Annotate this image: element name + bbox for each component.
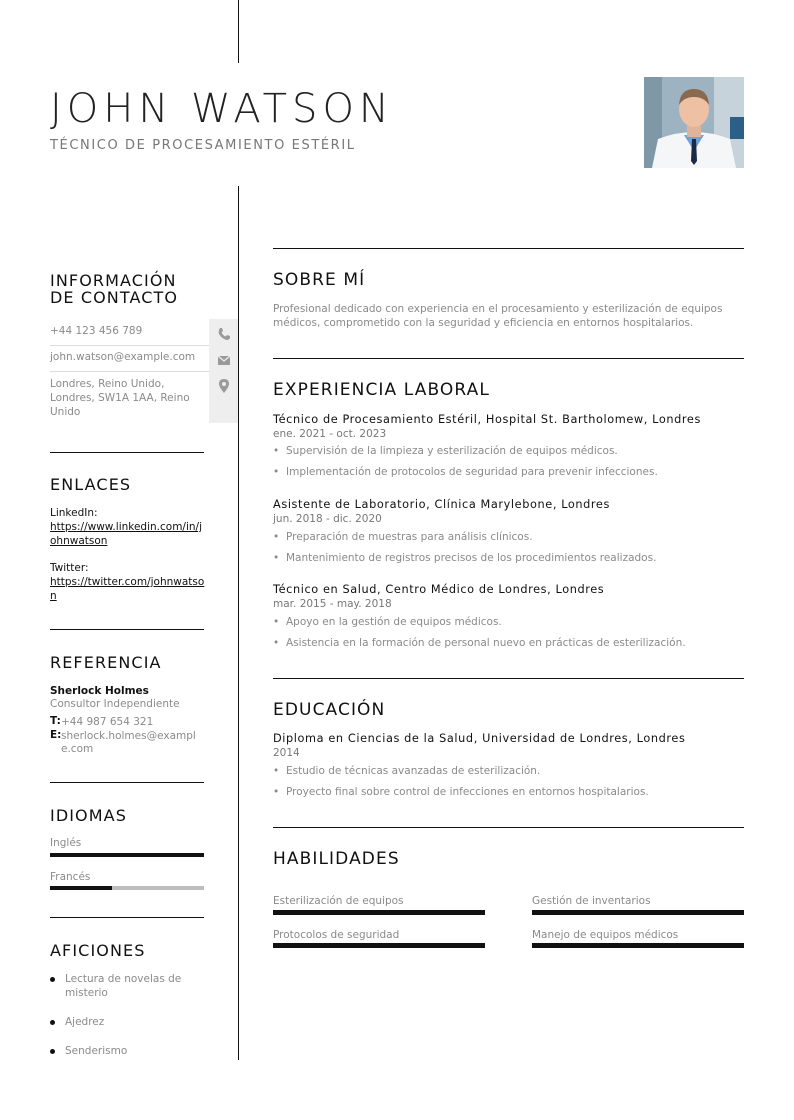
job-bullet: • Preparación de muestras para análisis clínicos. — [273, 531, 533, 543]
skill-level-bar — [532, 943, 744, 948]
language-name: Inglés — [50, 837, 82, 849]
linkedin-label: LinkedIn: — [50, 507, 98, 519]
job-bullet-text: Preparación de muestras para análisis clínicos. — [286, 531, 533, 543]
contact-heading-line2: DE CONTACTO — [50, 288, 179, 307]
section-divider — [50, 782, 204, 783]
experience-heading: EXPERIENCIA LABORAL — [273, 380, 490, 400]
contact-address: Londres, Reino Unido, Londres, SW1A 1AA, Reino Unido — [50, 378, 190, 418]
skill-level-bar — [532, 910, 744, 915]
job-bullet: • Supervisión de la limpieza y esterilización de equipos médicos. — [273, 445, 618, 457]
skill-name: Gestión de inventarios — [532, 895, 651, 907]
reference-role: Consultor Independiente — [50, 698, 180, 710]
candidate-job-title: TÉCNICO DE PROCESAMIENTO ESTÉRIL — [50, 138, 356, 153]
about-text: Profesional dedicado con experiencia en el procesamiento y esterilización de equipos médicos, comprometido con la seguridad y eficiencia en entornos hospitalarios. — [273, 303, 723, 329]
reference-phone-key: T: — [50, 715, 61, 727]
skill-level-bar — [273, 943, 485, 948]
job-bullet-text: Apoyo en la gestión de equipos médicos. — [286, 616, 502, 628]
envelope-icon — [216, 352, 232, 368]
hobby-item: Senderismo — [65, 1045, 128, 1057]
languages-heading: IDIOMAS — [50, 806, 127, 825]
links-heading: ENLACES — [50, 475, 132, 494]
hobby-bullet — [50, 1020, 55, 1025]
skill-name: Manejo de equipos médicos — [532, 929, 679, 941]
job-title: Asistente de Laboratorio, Clínica Marylebone, Londres — [273, 498, 610, 511]
job-title: Técnico en Salud, Centro Médico de Londres, Londres — [273, 583, 605, 596]
hobby-item: Ajedrez — [65, 1016, 105, 1028]
twitter-label: Twitter: — [50, 562, 89, 574]
location-pin-icon — [216, 378, 232, 394]
job-dates: jun. 2018 - dic. 2020 — [273, 513, 382, 525]
skill-name: Esterilización de equipos — [273, 895, 404, 907]
job-bullet: • Apoyo en la gestión de equipos médicos. — [273, 616, 502, 628]
skill-level-bar — [273, 910, 485, 915]
language-level-fill — [50, 853, 204, 857]
job-bullet-text: Implementación de protocolos de seguridad para prevenir infecciones. — [286, 466, 658, 478]
top-divider-line — [238, 0, 239, 63]
phone-icon — [216, 326, 232, 342]
section-divider — [50, 629, 204, 630]
twitter-link[interactable]: https://twitter.com/johnwatson — [50, 576, 205, 602]
language-level-bar — [50, 886, 204, 890]
contact-phone: +44 123 456 789 — [50, 325, 143, 337]
section-divider — [50, 917, 204, 918]
section-divider — [273, 248, 744, 249]
reference-email-key: E: — [50, 729, 62, 741]
section-divider — [50, 452, 204, 453]
hobby-bullet — [50, 977, 55, 982]
education-bullet-text: Proyecto final sobre control de infecciones en entornos hospitalarios. — [286, 786, 649, 798]
job-bullet: • Implementación de protocolos de seguridad para prevenir infecciones. — [273, 466, 658, 478]
column-divider-line — [238, 186, 239, 1060]
job-title: Técnico de Procesamiento Estéril, Hospital St. Bartholomew, Londres — [273, 413, 701, 426]
hobby-bullet — [50, 1049, 55, 1054]
reference-name: Sherlock Holmes — [50, 685, 149, 697]
contact-heading — [50, 272, 178, 306]
education-bullet: • Estudio de técnicas avanzadas de esterilización. — [273, 765, 541, 777]
language-level-bar — [50, 853, 204, 857]
profile-photo — [644, 77, 744, 168]
contact-heading-line1: INFORMACIÓN — [50, 271, 177, 290]
candidate-name: JOHN WATSON — [50, 86, 394, 132]
hobby-item: Lectura de novelas de misterio — [65, 973, 182, 999]
about-heading: SOBRE MÍ — [273, 270, 366, 290]
degree-title: Diploma en Ciencias de la Salud, Universidad de Londres, Londres — [273, 732, 686, 745]
job-bullet: • Asistencia en la formación de personal nuevo en prácticas de esterilización. — [273, 637, 686, 649]
degree-year: 2014 — [273, 747, 300, 759]
education-bullet: • Proyecto final sobre control de infecciones en entornos hospitalarios. — [273, 786, 649, 798]
contact-email[interactable]: john.watson@example.com — [50, 351, 196, 363]
section-divider — [273, 358, 744, 359]
linkedin-link[interactable]: https://www.linkedin.com/in/johnwatson — [50, 521, 202, 547]
contact-separator — [50, 371, 210, 372]
job-dates: ene. 2021 - oct. 2023 — [273, 428, 387, 440]
language-level-fill — [50, 886, 112, 890]
reference-phone: +44 987 654 321 — [61, 716, 154, 728]
section-divider — [273, 678, 744, 679]
job-bullet-text: Asistencia en la formación de personal nuevo en prácticas de esterilización. — [286, 637, 686, 649]
education-heading: EDUCACIÓN — [273, 700, 386, 720]
language-name: Francés — [50, 871, 91, 883]
contact-separator — [50, 345, 210, 346]
job-bullet-text: Supervisión de la limpieza y esterilización de equipos médicos. — [286, 445, 618, 457]
skill-name: Protocolos de seguridad — [273, 929, 400, 941]
job-bullet: • Mantenimiento de registros precisos de los procedimientos realizados. — [273, 552, 657, 564]
job-dates: mar. 2015 - may. 2018 — [273, 598, 392, 610]
reference-email[interactable]: sherlock.holmes@example.com — [61, 730, 196, 755]
section-divider — [273, 827, 744, 828]
hobbies-heading: AFICIONES — [50, 941, 146, 960]
education-bullet-text: Estudio de técnicas avanzadas de esterilización. — [286, 765, 541, 777]
job-bullet-text: Mantenimiento de registros precisos de los procedimientos realizados. — [286, 552, 657, 564]
reference-heading: REFERENCIA — [50, 653, 162, 672]
skills-heading: HABILIDADES — [273, 849, 400, 869]
